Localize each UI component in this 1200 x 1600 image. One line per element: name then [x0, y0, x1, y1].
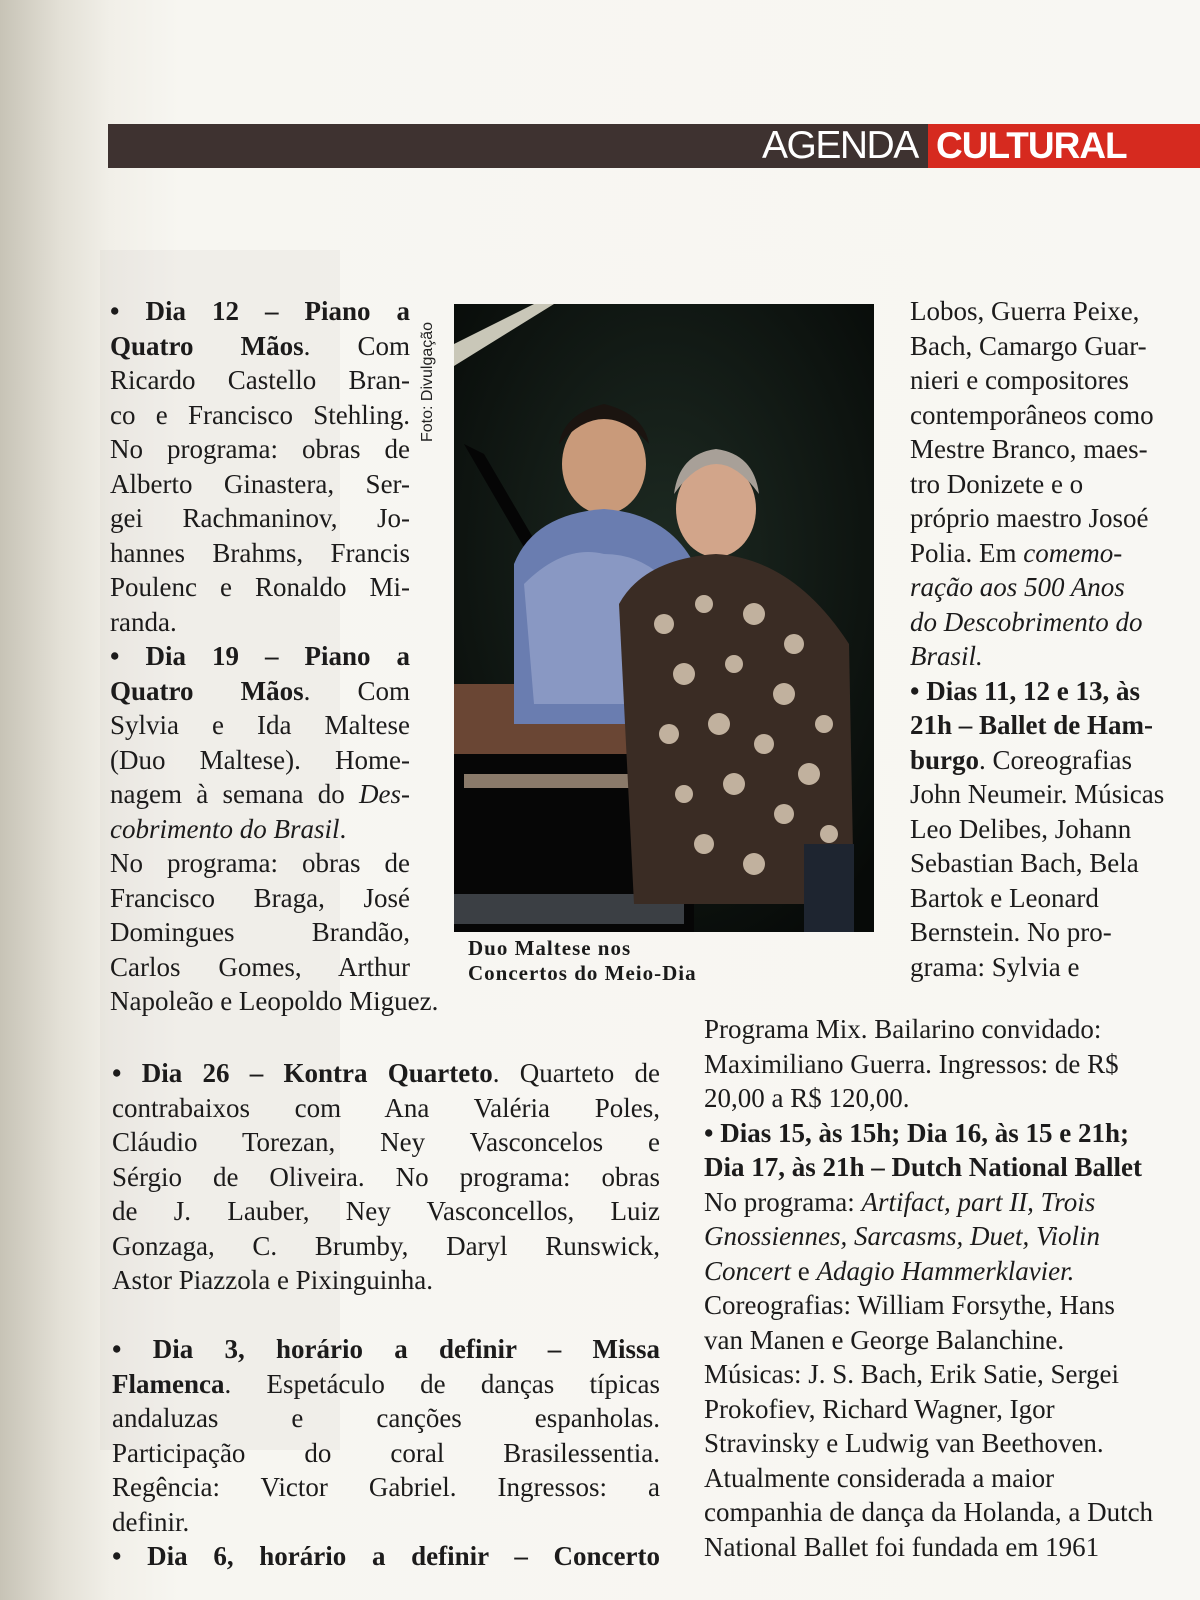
text-line: Quatro Mãos. Com	[110, 330, 411, 361]
text-line: andaluzas e canções espanholas.	[112, 1403, 660, 1433]
text-line: tro Donizete e o	[910, 468, 1084, 499]
text-line: Prokofiev, Richard Wagner, Igor	[704, 1393, 1055, 1424]
text-line: gei Rachmaninov, Jo-	[110, 503, 410, 533]
text-line: Domingues Brandão,	[110, 917, 410, 947]
text-line: definir.	[112, 1506, 190, 1537]
text-line: No programa: obras de	[110, 434, 410, 464]
paragraph-gap	[112, 1298, 660, 1333]
text-line: hannes Brahms, Francis	[110, 537, 410, 568]
text-line: John Neumeir. Músicas	[910, 779, 1165, 809]
text-line: Regência: Victor Gabriel. Ingressos: a	[112, 1472, 660, 1502]
text-line: Dia 17, às 21h – Dutch National Ballet	[704, 1152, 1143, 1182]
text-line: Carlos Gomes, Arthur	[110, 951, 410, 982]
photo-credit: Foto: Divulgação	[419, 321, 436, 442]
text-line: van Manen e George Balanchine.	[704, 1324, 1065, 1355]
text-line: Mestre Branco, maes-	[910, 434, 1148, 464]
column-1-lower	[112, 1056, 660, 1574]
text-line: próprio maestro Josoé	[910, 503, 1149, 533]
text-line: Concert e Adagio Hammerklavier.	[704, 1255, 1075, 1286]
text-line: Cláudio Torezan, Ney Vasconcelos e	[112, 1127, 660, 1157]
text-line: co e Francisco Stehling.	[110, 399, 410, 430]
text-line: (Duo Maltese). Home-	[110, 744, 410, 775]
text-line: nagem à semana do Des-	[110, 779, 410, 809]
text-line: 21h – Ballet de Ham-	[910, 710, 1153, 740]
text-line: Bach, Camargo Guar-	[910, 330, 1147, 361]
event-dia-26-title: • Dia 26 – Kontra Quarteto. Quarteto de	[112, 1058, 660, 1088]
text-line: Francisco Braga, José	[110, 882, 410, 913]
text-line: Sebastian Bach, Bela	[910, 848, 1139, 878]
text-line: grama: Sylvia e	[910, 951, 1080, 982]
text-line: Atualmente considerada a maior	[704, 1462, 1055, 1493]
text-line: 20,00 a R$ 120,00.	[704, 1083, 910, 1113]
text-line: Napoleão e Leopoldo Miguez.	[110, 986, 439, 1016]
text-line: Bartok e Leonard	[910, 882, 1099, 913]
text-line: Alberto Ginastera, Ser-	[110, 468, 410, 499]
text-line: Músicas: J. S. Bach, Erik Satie, Sergei	[704, 1359, 1119, 1389]
text-line: Lobos, Guerra Peixe,	[910, 296, 1140, 326]
text-line: Stravinsky e Ludwig van Beethoven.	[704, 1428, 1104, 1458]
text-line: contemporâneos como	[910, 399, 1154, 430]
section-title-agenda: AGENDA	[762, 124, 918, 167]
text-line: Programa Mix. Bailarino convidado:	[704, 1014, 1102, 1044]
text-line: companhia de dança da Holanda, a Dutch	[704, 1497, 1154, 1527]
text-line: Maximiliano Guerra. Ingressos: de R$	[704, 1048, 1119, 1079]
column-3	[910, 294, 1200, 984]
event-dias-15-17-title: • Dias 15, às 15h; Dia 16, às 15 e 21h;	[704, 1117, 1129, 1148]
text-line: do Descobrimento do	[910, 606, 1143, 637]
text-line: Ricardo Castello Bran-	[110, 365, 410, 395]
event-dia-6-title: • Dia 6, horário a definir – Concerto	[112, 1541, 660, 1571]
text-line: randa.	[110, 606, 177, 637]
event-dias-11-13-title: • Dias 11, 12 e 13, às	[910, 675, 1140, 706]
text-line: Gnossiennes, Sarcasms, Duet, Violin	[704, 1221, 1100, 1251]
event-dia-3-title: • Dia 3, horário a definir – Missa	[112, 1334, 660, 1364]
text-line: Flamenca. Espetáculo de danças típicas	[112, 1368, 660, 1399]
text-line: Quatro Mãos. Com	[110, 675, 411, 706]
photo-illustration	[454, 304, 874, 932]
text-line: Coreografias: William Forsythe, Hans	[704, 1290, 1115, 1320]
text-line: de J. Lauber, Ney Vasconcellos, Luiz	[112, 1196, 660, 1226]
text-line: Brasil.	[910, 641, 983, 671]
text-line: ração aos 500 Anos	[910, 572, 1125, 602]
text-line: burgo. Coreografias	[910, 744, 1132, 775]
text-line: No programa: Artifact, part II, Trois	[704, 1186, 1096, 1217]
photo-caption	[468, 936, 788, 986]
text-line: Sylvia e Ida Maltese	[110, 710, 410, 740]
caption-line: Duo Maltese nos	[468, 936, 632, 960]
section-title-cultural: CULTURAL	[928, 124, 1200, 168]
column-3-lower	[704, 1012, 1200, 1564]
text-line: Poulenc e Ronaldo Mi-	[110, 572, 410, 602]
text-line: Leo Delibes, Johann	[910, 813, 1132, 844]
text-line: National Ballet foi fundada em 1961	[704, 1531, 1100, 1562]
text-line: contrabaixos com Ana Valéria Poles,	[112, 1092, 660, 1123]
text-line: Bernstein. No pro-	[910, 917, 1112, 947]
text-line: Sérgio de Oliveira. No programa: obras	[112, 1161, 660, 1192]
text-line: cobrimento do Brasil.	[110, 813, 347, 844]
caption-line: Concertos do Meio-Dia	[468, 961, 697, 985]
text-line: No programa: obras de	[110, 848, 410, 878]
text-line: Participação do coral Brasilessentia.	[112, 1437, 660, 1468]
text-line: nieri e compositores	[910, 365, 1129, 395]
text-line: Polia. Em comemo-	[910, 537, 1123, 568]
event-dia-19-title: • Dia 19 – Piano a	[110, 641, 410, 671]
text-line: Gonzaga, C. Brumby, Daryl Runswick,	[112, 1230, 660, 1261]
text-line: Astor Piazzola e Pixinguinha.	[112, 1265, 433, 1295]
photo-duo-maltese	[454, 304, 874, 932]
event-dia-12-title: • Dia 12 – Piano a	[110, 296, 410, 326]
